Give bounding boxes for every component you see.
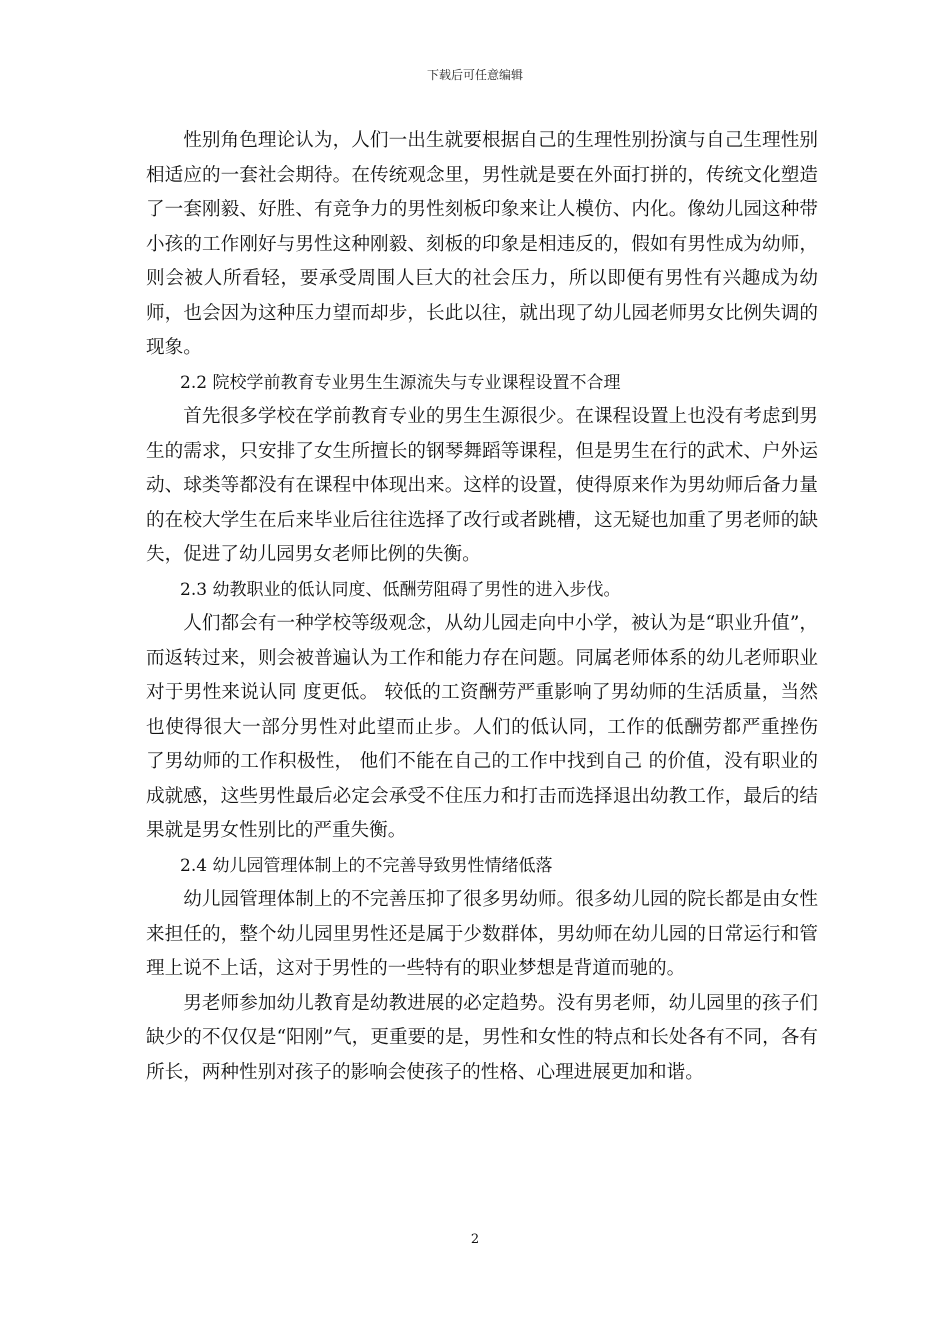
paragraph-gender-role-theory: 性别角色理论认为，人们一出生就要根据自己的生理性别扮演与自己生理性别相适应的一套社会期待。在传统观念里，男性就是要在外面打拼的，传统文化塑造了一套刚毅、好胜、有竞争力的男性刻板印象来让人模仿、内化。像幼儿园这种带小孩的工作刚好与男性这种刚毅、刻板的印象是相违反的，假如有男性成为幼师，则会被人所看轻，要承受周围人巨大的社会压力，所以即便有男性有兴趣成为幼师，也会因为这种压力望而却步，长此以往，就出现了幼儿园老师男女比例失调的现象。 xyxy=(146,130,818,358)
document-body xyxy=(146,124,818,1090)
section-heading-2-2: 2.2 院校学前教育专业男生生源流失与专业课程设置不合理 xyxy=(180,372,621,393)
page-header: 下载后可任意编辑 xyxy=(426,68,523,82)
paragraph-conclusion: 男老师参加幼儿教育是幼教进展的必定趋势。没有男老师，幼儿园里的孩子们缺少的不仅仅是“阳刚”气，更重要的是，男性和女性的特点和长处各有不同，各有所长，两种性别对孩子的影响会使孩子的性格、心理进展更加和谐。 xyxy=(146,992,818,1083)
section-heading-2-3: 2.3 幼教职业的低认同度、低酬劳阻碍了男性的进入步伐。 xyxy=(180,579,621,600)
paragraph-low-recognition: 人们都会有一种学校等级观念，从幼儿园走向中小学，被认为是“职业升值”，而返转过来，则会被普遍认为工作和能力存在问题。同属老师体系的幼儿老师职业对于男性来说认同 度更低。 较低的工资酬劳严重影响了男幼师的生活质量，当然 也使得很大一部分男性对此望而止步。人们的低认同，工作的低酬劳都严重挫伤 了男幼师的工作积极性， 他们不能在自己的工作中找到自己 的价值，没有职业的成就感，这些男性最后必定会承受不住压力和打击而选择退出幼教工作，最后的结果就是男女性别比的严重失衡。 xyxy=(146,613,818,841)
paragraph-course-setting: 首先很多学校在学前教育专业的男生生源很少。在课程设置上也没有考虑到男生的需求，只安排了女生所擅长的钢琴舞蹈等课程，但是男生在行的武术、户外运动、球类等都没有在课程中体现出来。这样的设置，使得原来作为男幼师后备力量的在校大学生在后来毕业后往往选择了改行或者跳槽，这无疑也加重了男老师的缺失，促进了幼儿园男女老师比例的失衡。 xyxy=(146,406,818,565)
section-heading-2-4: 2.4 幼儿园管理体制上的不完善导致男性情绪低落 xyxy=(180,855,553,876)
paragraph-management-system: 幼儿园管理体制上的不完善压抑了很多男幼师。很多幼儿园的院长都是由女性来担任的，整个幼儿园里男性还是属于少数群体，男幼师在幼儿园的日常运行和管理上说不上话，这对于男性的一些特有的职业梦想是背道而驰的。 xyxy=(146,889,818,979)
page-number: 2 xyxy=(470,1232,480,1247)
